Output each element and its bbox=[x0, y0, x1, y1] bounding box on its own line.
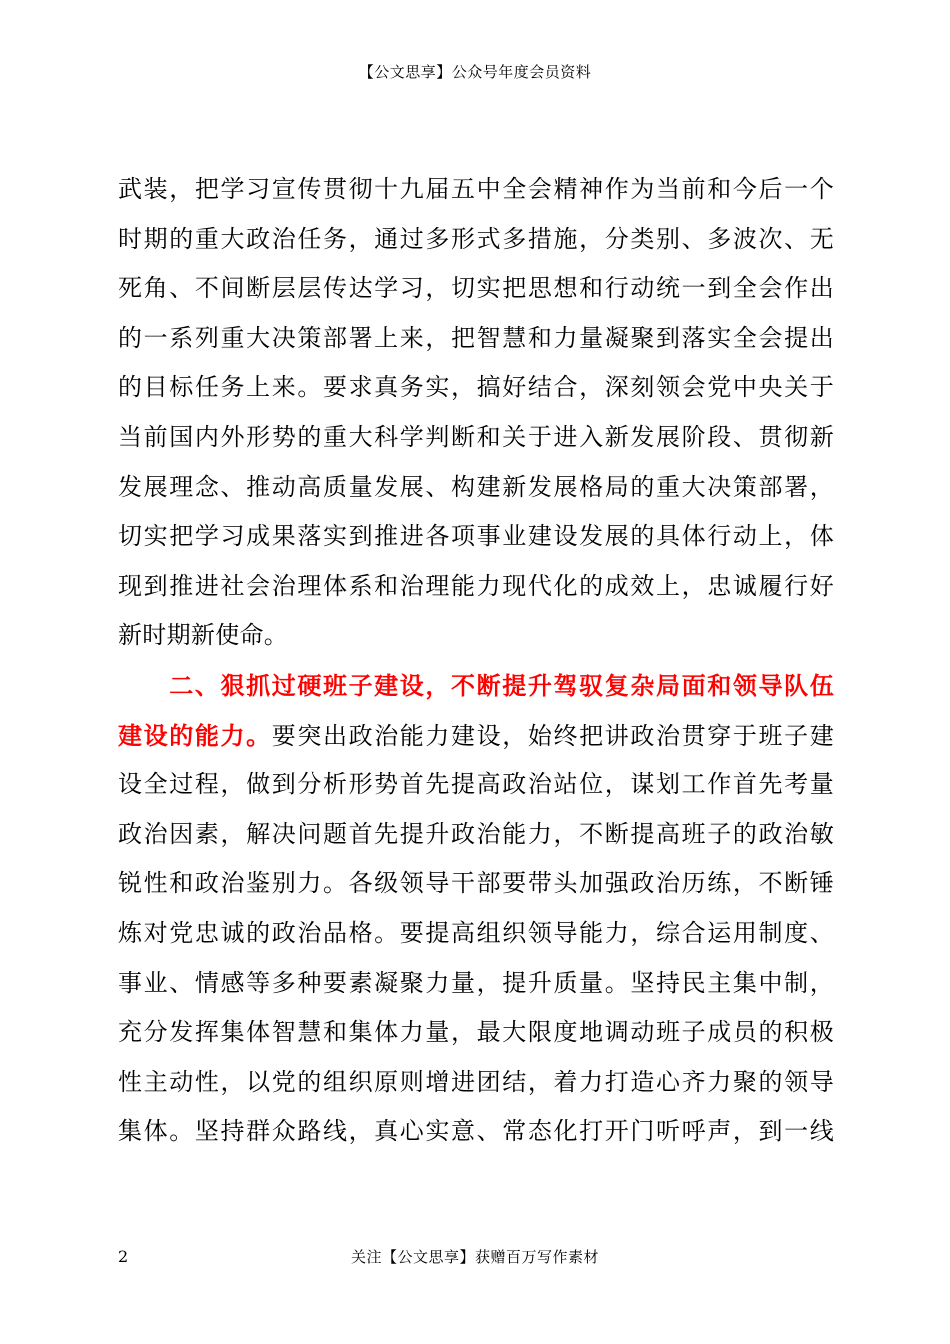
section-heading: 二、狠抓过硬班子建设，不断提升驾驭复杂局面和领导队伍 bbox=[118, 670, 834, 700]
paragraph-1 bbox=[118, 165, 834, 661]
text-line: 集体。坚持群众路线，真心实意、常态化打开门听呼声，到一线 bbox=[118, 1117, 834, 1146]
text-line-rest: 要突出政治能力建设，始终把讲政治贯穿于班子建 bbox=[271, 721, 834, 750]
text-line: 死角、不间断层层传达学习，切实把思想和行动统一到全会作出 bbox=[118, 274, 834, 303]
text-line: 现到推进社会治理体系和治理能力现代化的成效上，忠诚履行好 bbox=[118, 571, 834, 600]
text-line: 事业、情感等多种要素凝聚力量，提升质量。坚持民主集中制， bbox=[118, 968, 834, 997]
text-line: 充分发挥集体智慧和集体力量，最大限度地调动班子成员的积极 bbox=[118, 1018, 834, 1047]
text-line: 发展理念、推动高质量发展、构建新发展格局的重大决策部署， bbox=[118, 472, 834, 501]
text-line: 时期的重大政治任务，通过多形式多措施，分类别、多波次、无 bbox=[118, 224, 834, 253]
text-line: 武装，把学习宣传贯彻十九届五中全会精神作为当前和今后一个 bbox=[118, 175, 834, 203]
text-line: 性主动性，以党的组织原则增进团结，着力打造心齐力聚的领导 bbox=[118, 1067, 834, 1096]
text-line bbox=[118, 711, 834, 761]
text-line: 炼对党忠诚的政治品格。要提高组织领导能力，综合运用制度、 bbox=[118, 918, 834, 947]
text-line: 当前国内外形势的重大科学判断和关于进入新发展阶段、贯彻新 bbox=[118, 422, 834, 451]
text-line: 的一系列重大决策部署上来，把智慧和力量凝聚到落实全会提出 bbox=[118, 323, 834, 352]
text-line: 设全过程，做到分析形势首先提高政治站位，谋划工作首先考量 bbox=[118, 770, 834, 799]
text-line: 的目标任务上来。要求真务实，搞好结合，深刻领会党中央关于 bbox=[118, 373, 834, 402]
text-line: 政治因素，解决问题首先提升政治能力，不断提高班子的政治敏 bbox=[118, 819, 834, 848]
text-line: 新时期新使命。 bbox=[118, 621, 289, 650]
text-line: 切实把学习成果落实到推进各项事业建设发展的具体行动上，体 bbox=[118, 522, 834, 551]
paragraph-2 bbox=[118, 661, 834, 1157]
page-footer: 关注【公文思享】获赠百万写作素材 bbox=[350, 1248, 599, 1266]
page-header: 【公文思享】公众号年度会员资料 bbox=[358, 63, 592, 81]
page-number: 2 bbox=[118, 1247, 129, 1266]
section-heading-end: 建设的能力。 bbox=[118, 720, 272, 750]
text-line: 锐性和政治鉴别力。各级领导干部要带头加强政治历练，不断锤 bbox=[118, 869, 834, 898]
document-body bbox=[118, 165, 834, 1157]
